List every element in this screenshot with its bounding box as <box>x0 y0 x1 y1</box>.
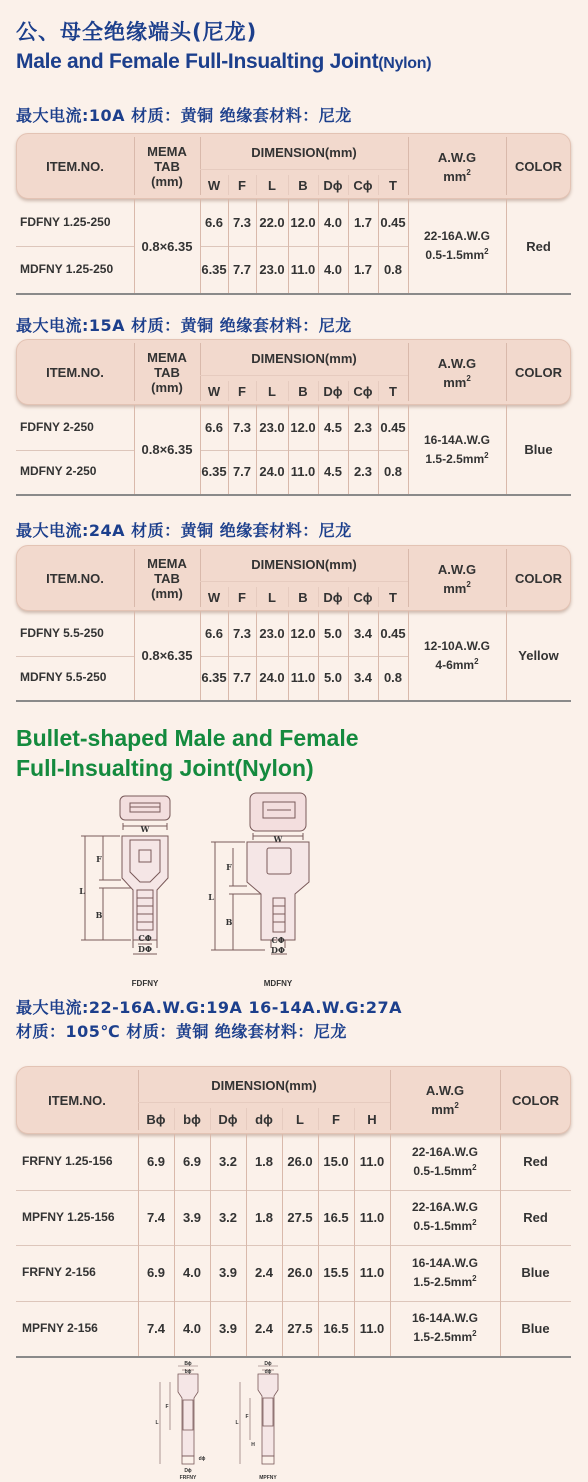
table-tab-size: 0.8×6.35 <box>141 648 193 663</box>
table-cell: 1.7 <box>353 262 373 277</box>
table-cell: 7.3 <box>232 215 252 230</box>
label-b: B <box>225 917 233 927</box>
header-col-1: F <box>238 589 246 605</box>
header-awg-label: A.W.G <box>437 562 477 578</box>
awg-range: 16-14A.W.G <box>411 1311 479 1326</box>
label-f: F <box>96 854 102 864</box>
label-l: L <box>155 1420 159 1426</box>
table-row-item: MPFNY 1.25-156 <box>22 1209 115 1224</box>
table-cell: 11.0 <box>359 1209 385 1225</box>
table-awg <box>408 199 506 293</box>
header-color: COLOR <box>512 1092 559 1108</box>
table-cell: 7.4 <box>146 1320 166 1336</box>
table-cell: 6.9 <box>146 1154 166 1170</box>
header-dimension: DIMENSION(mm) <box>251 350 357 366</box>
header-col-2: Dϕ <box>218 1111 238 1127</box>
header-col-1: F <box>238 383 246 399</box>
table-cell: 3.9 <box>218 1320 238 1336</box>
table-cell: 11.0 <box>290 464 316 480</box>
table-cell: 0.45 <box>380 625 406 641</box>
table-color: Blue <box>524 442 553 457</box>
awg-range: 22-16A.W.G <box>411 1200 479 1215</box>
table-color: Red <box>523 1154 548 1170</box>
table-cell: 26.0 <box>287 1265 313 1281</box>
table-cell: 4.5 <box>323 464 343 480</box>
frfny-mpfny-drawing <box>150 1360 310 1480</box>
table-cell: 23.0 <box>259 419 285 435</box>
mm-range: $0.5-1.5mm^2$ <box>413 1218 477 1234</box>
table-cell: 26.0 <box>287 1154 313 1170</box>
table-cell: 23.0 <box>259 262 285 277</box>
table-cell: 5.0 <box>323 625 343 641</box>
label-b: B <box>95 910 103 920</box>
table-row-item: FDFNY 1.25-250 <box>20 215 111 229</box>
header-color: COLOR <box>515 570 562 586</box>
header-col-0: W <box>207 589 221 605</box>
awg-range: 22-16A.W.G <box>411 1144 479 1159</box>
table-cell: 27.5 <box>287 1209 313 1225</box>
header-col-2: L <box>268 177 276 193</box>
header-awg-unit: $mm^2$ <box>443 374 471 390</box>
awg-range: 16-14A.W.G <box>423 432 491 447</box>
fdfny-mdfny-drawing <box>75 790 345 990</box>
table-cell: 7.4 <box>146 1209 166 1225</box>
table-cell: 23.0 <box>259 625 285 641</box>
title-en-main: Male and Female Full-Insualting Joint <box>16 50 379 73</box>
mm-range: $1.5-2.5mm^2$ <box>413 1273 477 1289</box>
table-cell: 1.8 <box>254 1209 274 1225</box>
table-cell: 5.0 <box>323 670 343 686</box>
table-cell: 6.9 <box>146 1265 166 1281</box>
table-cell: 1.8 <box>254 1154 274 1170</box>
page-title-cn: 公、母全绝缘端头(尼龙) <box>16 20 258 44</box>
label-d: DΦ <box>271 945 285 955</box>
table-row-item: MDFNY 1.25-250 <box>20 262 114 276</box>
header-mema-tab <box>134 139 200 193</box>
table-cell: 11.0 <box>359 1154 385 1170</box>
table-row-item: MPFNY 2-156 <box>22 1320 98 1335</box>
bullet-spec-1: 最大电流:22-16A.W.G:19A 16-14A.W.G:27A <box>16 998 403 1017</box>
header-tab: TAB <box>154 158 180 174</box>
table-cell: 6.6 <box>204 419 224 435</box>
header-col-5: Cϕ <box>353 383 373 399</box>
header-mema-tab <box>134 345 200 399</box>
caption-fdfny: FDFNY <box>131 979 159 988</box>
header-mema: MEMA <box>147 143 187 159</box>
label-f: F <box>226 862 232 872</box>
header-tab: TAB <box>154 364 180 380</box>
header-awg <box>408 559 506 599</box>
table-cell: 3.2 <box>218 1154 238 1170</box>
table-cell: 0.45 <box>380 215 406 230</box>
header-awg-label: A.W.G <box>437 150 477 166</box>
header-col-3: B <box>298 383 308 399</box>
table-cell: 22.0 <box>259 215 285 230</box>
header-awg-unit: $mm^2$ <box>443 580 471 596</box>
awg-range: 12-10A.W.G <box>423 638 491 653</box>
table-cell: 1.7 <box>353 215 373 230</box>
table-cell: 4.0 <box>323 215 343 230</box>
spec-line-1: 最大电流:10A 材质：黄铜 绝缘套材料：尼龙 <box>16 106 352 125</box>
table-row-item: MDFNY 2-250 <box>20 464 97 479</box>
header-col-3: B <box>298 589 308 605</box>
table-cell: 2.4 <box>254 1320 274 1336</box>
header-item-no: ITEM.NO. <box>46 158 104 174</box>
table-cell: 11.0 <box>290 262 316 277</box>
header-col-3: dϕ <box>255 1111 273 1127</box>
header-awg <box>408 353 506 393</box>
header-dimension: DIMENSION(mm) <box>251 144 357 160</box>
table-awg <box>408 611 506 700</box>
spec-table-3 <box>16 545 571 700</box>
label-bphi: Bϕ <box>184 1361 192 1367</box>
header-item-no: ITEM.NO. <box>46 570 104 586</box>
table-awg <box>390 1301 500 1357</box>
caption-frfny: FRFNY <box>179 1475 197 1480</box>
header-awg-label: A.W.G <box>437 356 477 372</box>
mm-range: $1.5-2.5mm^2$ <box>425 450 489 466</box>
table-cell: 3.9 <box>218 1265 238 1281</box>
header-col-2: L <box>268 589 276 605</box>
header-awg-unit: $mm^2$ <box>431 1101 459 1117</box>
header-col-5: Cϕ <box>353 589 373 605</box>
table-cell: 2.4 <box>254 1265 274 1281</box>
table-cell: 11.0 <box>359 1265 385 1281</box>
table-cell: 4.0 <box>182 1320 202 1336</box>
table-awg <box>408 405 506 494</box>
label-dphi: Dϕ <box>184 1468 192 1474</box>
table-cell: 12.0 <box>290 625 316 641</box>
table-cell: 7.3 <box>232 625 252 641</box>
mm-range: $1.5-2.5mm^2$ <box>413 1329 477 1345</box>
table-cell: 3.2 <box>218 1209 238 1225</box>
header-color: COLOR <box>515 364 562 380</box>
table-cell: 15.5 <box>323 1265 349 1281</box>
header-col-4: L <box>296 1111 304 1127</box>
header-col-5: F <box>332 1111 340 1127</box>
header-col-6: H <box>367 1111 377 1127</box>
spec-line-2: 最大电流:15A 材质：黄铜 绝缘套材料：尼龙 <box>16 316 352 335</box>
mm-range: $0.5-1.5mm^2$ <box>425 247 489 262</box>
page-title-en <box>16 50 431 74</box>
label-c: CΦ <box>138 933 152 943</box>
header-col-1: F <box>238 177 246 193</box>
table-cell: 6.35 <box>201 262 227 277</box>
header-item-no: ITEM.NO. <box>48 1092 106 1108</box>
header-col-6: T <box>389 589 397 605</box>
header-awg-label: A.W.G <box>425 1083 465 1099</box>
table-cell: 0.8 <box>383 670 403 686</box>
table-cell: 6.35 <box>201 464 227 480</box>
label-d: DΦ <box>138 944 152 954</box>
header-col-0: W <box>207 177 221 193</box>
label-dphi: Dϕ <box>264 1361 272 1367</box>
table-cell: 4.0 <box>323 262 343 277</box>
bullet-title <box>16 723 359 783</box>
header-col-0: W <box>207 383 221 399</box>
table-cell: 0.45 <box>380 419 406 435</box>
spec-line-3: 最大电流:24A 材质：黄铜 绝缘套材料：尼龙 <box>16 521 352 540</box>
mm-range: $0.5-1.5mm^2$ <box>413 1162 477 1178</box>
table-cell: 24.0 <box>259 670 285 686</box>
label-dphi-small: dϕ <box>198 1456 206 1462</box>
bullet-title-line-1: Bullet-shaped Male and Female <box>16 725 359 751</box>
table-cell: 3.9 <box>182 1209 202 1225</box>
label-l: L <box>79 886 85 896</box>
header-col-4: Dϕ <box>323 589 343 605</box>
caption-mdfny: MDFNY <box>263 979 293 988</box>
table-tab-size: 0.8×6.35 <box>141 442 193 457</box>
table-awg <box>390 1190 500 1246</box>
table-cell: 6.6 <box>204 215 224 230</box>
table-cell: 7.7 <box>232 262 252 277</box>
table-cell: 0.8 <box>383 262 403 277</box>
table-cell: 4.0 <box>182 1265 202 1281</box>
label-l: L <box>235 1420 239 1426</box>
table-cell: 12.0 <box>290 419 316 435</box>
header-col-6: T <box>389 177 397 193</box>
table-row-item: FDFNY 5.5-250 <box>20 625 104 640</box>
header-tab: TAB <box>154 570 180 586</box>
awg-range: 22-16A.W.G <box>423 229 491 243</box>
table-cell: 2.3 <box>353 464 373 480</box>
bullet-title-line-2: Full-Insualting Joint(Nylon) <box>16 755 314 781</box>
table-cell: 3.4 <box>353 670 373 686</box>
label-l: L <box>208 892 214 902</box>
table-cell: 6.9 <box>182 1154 202 1170</box>
label-f: F <box>245 1414 249 1420</box>
label-f: F <box>165 1404 169 1410</box>
header-mema: MEMA <box>147 349 187 365</box>
bullet-spec-2: 材质：105℃ 材质：黄铜 绝缘套材料：尼龙 <box>16 1022 347 1041</box>
table-cell: 11.0 <box>359 1320 385 1336</box>
label-dphi-small: dϕ <box>264 1369 272 1375</box>
table-row-item: FDFNY 2-250 <box>20 419 94 434</box>
header-tab-unit: (mm) <box>151 585 183 601</box>
header-col-5: Cϕ <box>353 177 373 193</box>
header-awg <box>408 147 506 187</box>
table-cell: 0.8 <box>383 464 403 480</box>
table-cell: 24.0 <box>259 464 285 480</box>
label-w: W <box>140 824 150 834</box>
table-row-item: FRFNY 2-156 <box>22 1265 96 1280</box>
table-cell: 27.5 <box>287 1320 313 1336</box>
caption-mpfny: MPFNY <box>259 1475 277 1480</box>
header-awg <box>390 1080 500 1120</box>
table-cell: 12.0 <box>290 215 316 230</box>
table-cell: 16.5 <box>323 1209 349 1225</box>
table-cell: 6.6 <box>204 625 224 641</box>
table-color: Red <box>526 238 551 254</box>
table-color: Yellow <box>518 648 559 663</box>
table-awg <box>390 1134 500 1190</box>
awg-range: 16-14A.W.G <box>411 1255 479 1270</box>
label-w: W <box>273 834 283 844</box>
table-row-item: MDFNY 5.5-250 <box>20 670 107 685</box>
table-tab-size: 0.8×6.35 <box>141 238 193 254</box>
header-tab-unit: (mm) <box>151 379 183 395</box>
header-color: COLOR <box>515 158 562 174</box>
table-cell: 16.5 <box>323 1320 349 1336</box>
spec-table-2 <box>16 339 571 494</box>
header-col-1: bϕ <box>183 1111 201 1127</box>
label-bphi-small: bϕ <box>184 1369 192 1375</box>
header-mema: MEMA <box>147 555 187 571</box>
header-item-no: ITEM.NO. <box>46 364 104 380</box>
header-tab-unit: (mm) <box>151 173 183 189</box>
table-cell: 7.3 <box>232 419 252 435</box>
table-cell: 7.7 <box>232 670 252 686</box>
header-awg-unit: $mm^2$ <box>443 168 471 184</box>
table-cell: 4.5 <box>323 419 343 435</box>
header-col-4: Dϕ <box>323 383 343 399</box>
header-col-0: Bϕ <box>146 1111 166 1127</box>
header-col-3: B <box>298 177 308 193</box>
table-color: Red <box>523 1209 548 1225</box>
header-dimension: DIMENSION(mm) <box>211 1077 317 1093</box>
table-cell: 3.4 <box>353 625 373 641</box>
table-color: Blue <box>521 1265 550 1281</box>
table-cell: 7.7 <box>232 464 252 480</box>
label-h: H <box>251 1442 255 1448</box>
header-col-4: Dϕ <box>323 177 343 193</box>
label-c: CΦ <box>271 935 285 945</box>
table-cell: 6.35 <box>201 670 227 686</box>
bullet-spec-table <box>16 1066 571 1358</box>
table-awg <box>390 1245 500 1301</box>
spec-table-1 <box>16 133 571 293</box>
title-en-paren: (Nylon) <box>378 55 432 72</box>
table-cell: 2.3 <box>353 419 373 435</box>
header-col-2: L <box>268 383 276 399</box>
table-color: Blue <box>521 1320 550 1336</box>
header-col-6: T <box>389 383 397 399</box>
table-cell: 15.0 <box>323 1154 349 1170</box>
table-row-item: FRFNY 1.25-156 <box>22 1154 113 1169</box>
header-mema-tab <box>134 551 200 605</box>
header-dimension: DIMENSION(mm) <box>251 556 357 572</box>
mm-range: $4-6mm^2$ <box>435 656 479 672</box>
table-cell: 11.0 <box>290 670 316 686</box>
